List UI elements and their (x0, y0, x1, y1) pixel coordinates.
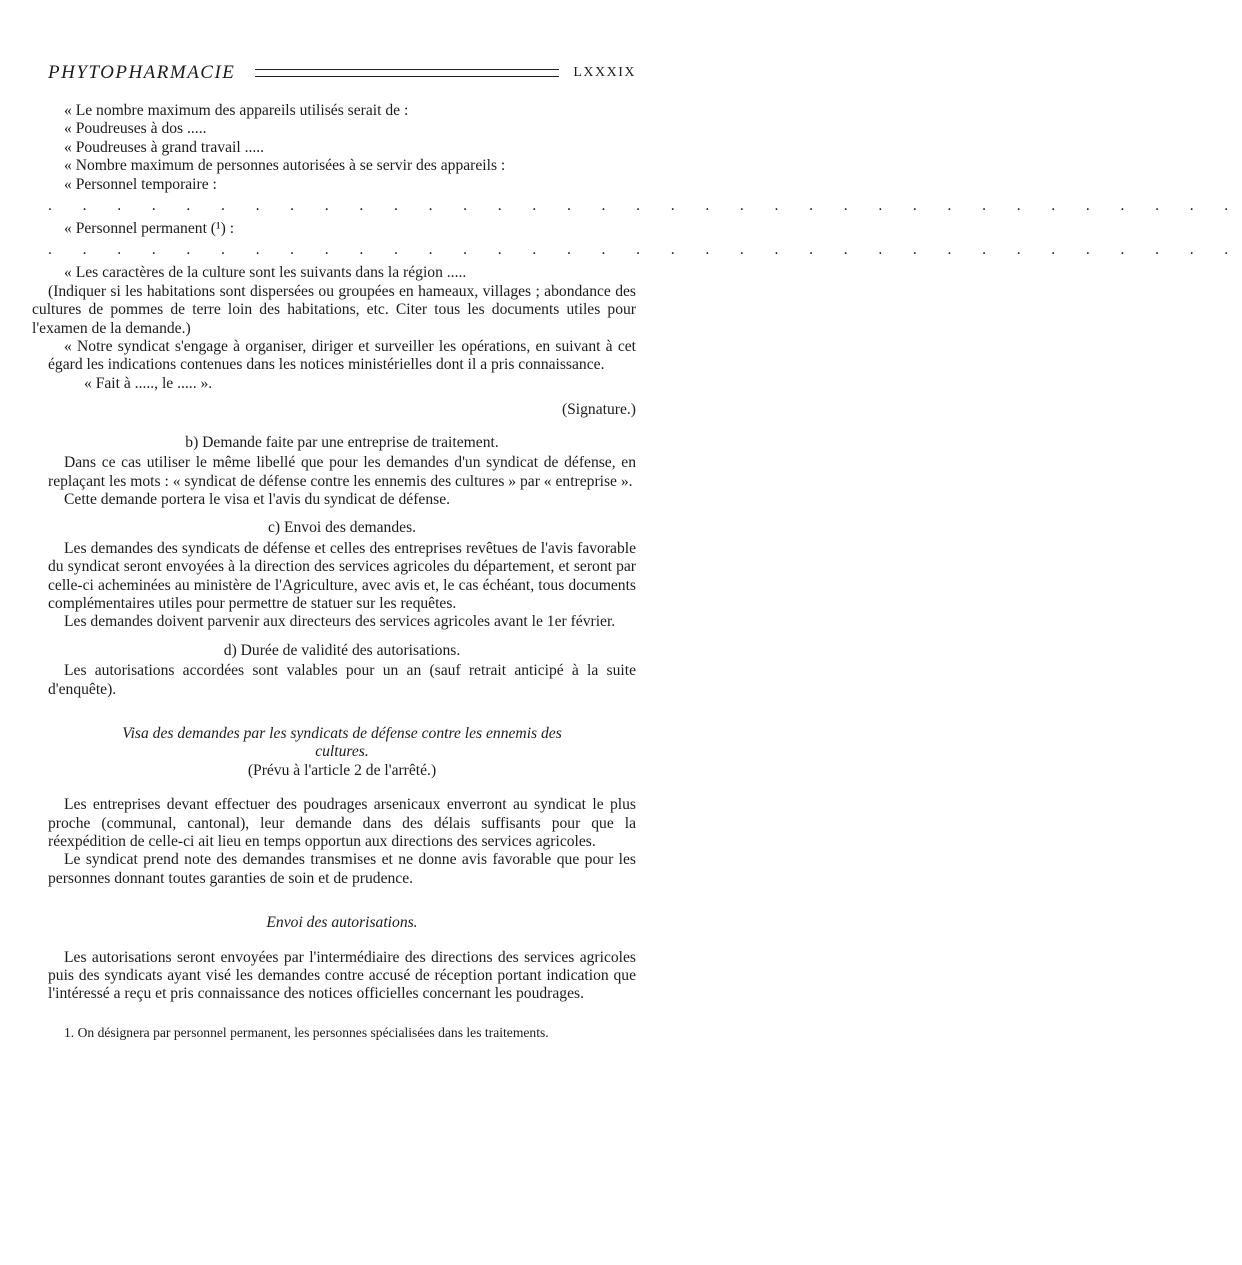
visa-section-title: Visa des demandes par les syndicats de défense contre les ennemis des cultures. (122, 724, 562, 761)
section-b-heading: b) Demande faite par une entreprise de traitement. (185, 433, 499, 451)
personnel-permanent-line: « Personnel permanent (¹) : (64, 220, 235, 238)
indiquer-paragraph: (Indiquer si les habitations sont dispersées ou groupées en hameaux, villages ; abondance des cultures de pommes de terre loin des habitations, etc. Citer tous les documents utiles pour l'examen de la demande.) (32, 282, 636, 337)
form-lines (48, 102, 636, 194)
section-d-paragraph: Les autorisations accordées sont valables pour un an (sauf retrait anticipé à la suite d'enquête). (48, 662, 636, 698)
section-c-paragraph: Les demandes des syndicats de défense et celles des entreprises revêtues de l'avis favorable du syndicat seront envoyées à la direction des services agricoles du département, et seront par celle-ci acheminées au ministère de l'Agriculture, avec avis et, le cas échéant, tous documents complémentaires utiles pour permettre de statuer sur les requêtes. (48, 539, 636, 612)
running-title: PHYTOPHARMACIE (48, 62, 236, 83)
footnote-text: 1. On désignera par personnel permanent, les personnes spécialisées dans les traitements. (64, 1024, 549, 1040)
fait-line: « Fait à ....., le ..... ». (84, 374, 213, 392)
section-b-paragraph: Dans ce cas utiliser le même libellé que pour les demandes d'un syndicat de défense, en replaçant les mots : « syndicat de défense contre les ennemis des cultures » par « entreprise ». (48, 454, 636, 490)
page-header (48, 58, 636, 88)
envoi-autorisations-paragraph: Les autorisations seront envoyées par l'intermédiaire des directions des services agricoles puis des syndicats ayant visé les demandes contre accusé de réception portant indication que l'intéressé a reçu et pris connaissance des notices officielles concernant les poudrages. (48, 948, 636, 1003)
dot-leader: . . . . . . . . . . . . . . . . . . . . . . . . . . . . . . . . . . . (48, 241, 1242, 259)
footnote (48, 1024, 636, 1041)
form-line: « Le nombre maximum des appareils utilisés serait de : (64, 102, 409, 119)
section-d-heading: d) Durée de validité des autorisations. (223, 641, 461, 659)
section-b-paragraph: Cette demande portera le visa et l'avis du syndicat de défense. (64, 490, 451, 508)
signature: (Signature.) (561, 401, 636, 419)
document-page (32, 58, 1242, 1041)
section-c-heading: c) Envoi des demandes. (267, 519, 417, 537)
visa-paragraph: Les entreprises devant effectuer des poudrages arsenicaux enverront au syndicat le plus proche (communal, cantonal), leur demande dans des délais suffisants pour que la réexpédition de celle-ci ait lieu en temps opportun aux directions des services agricoles. (48, 796, 636, 850)
visa-section-subtitle: (Prévu à l'article 2 de l'arrêté.) (247, 761, 437, 779)
page-number: LXXXIX (573, 65, 636, 80)
form-line: « Personnel temporaire : (64, 175, 217, 193)
dot-leader: . . . . . . . . . . . . . . . . . . . . . . . . . . . . . . . . . . . (48, 197, 1242, 215)
form-line: « Poudreuses à grand travail ..... (64, 138, 265, 156)
envoi-autorisations-title: Envoi des autorisations. (266, 914, 418, 932)
header-double-rule (255, 69, 559, 77)
form-line: « Nombre maximum de personnes autorisées à se servir des appareils : (64, 157, 506, 175)
form-line: « Poudreuses à dos ..... (64, 120, 207, 138)
engagement-paragraph: « Notre syndicat s'engage à organiser, diriger et surveiller les opérations, en suivant à cet égard les indications contenues dans les notices ministérielles dont il a pris connaissance. (48, 338, 636, 374)
caracteres-line: « Les caractères de la culture sont les suivants dans la région ..... (64, 264, 467, 282)
document-body (32, 102, 1242, 1041)
section-c-paragraph: Les demandes doivent parvenir aux directeurs des services agricoles avant le 1er février. (64, 613, 616, 631)
visa-paragraph: Le syndicat prend note des demandes transmises et ne donne avis favorable que pour les personnes donnant toutes garanties de soin et de prudence. (48, 851, 636, 887)
